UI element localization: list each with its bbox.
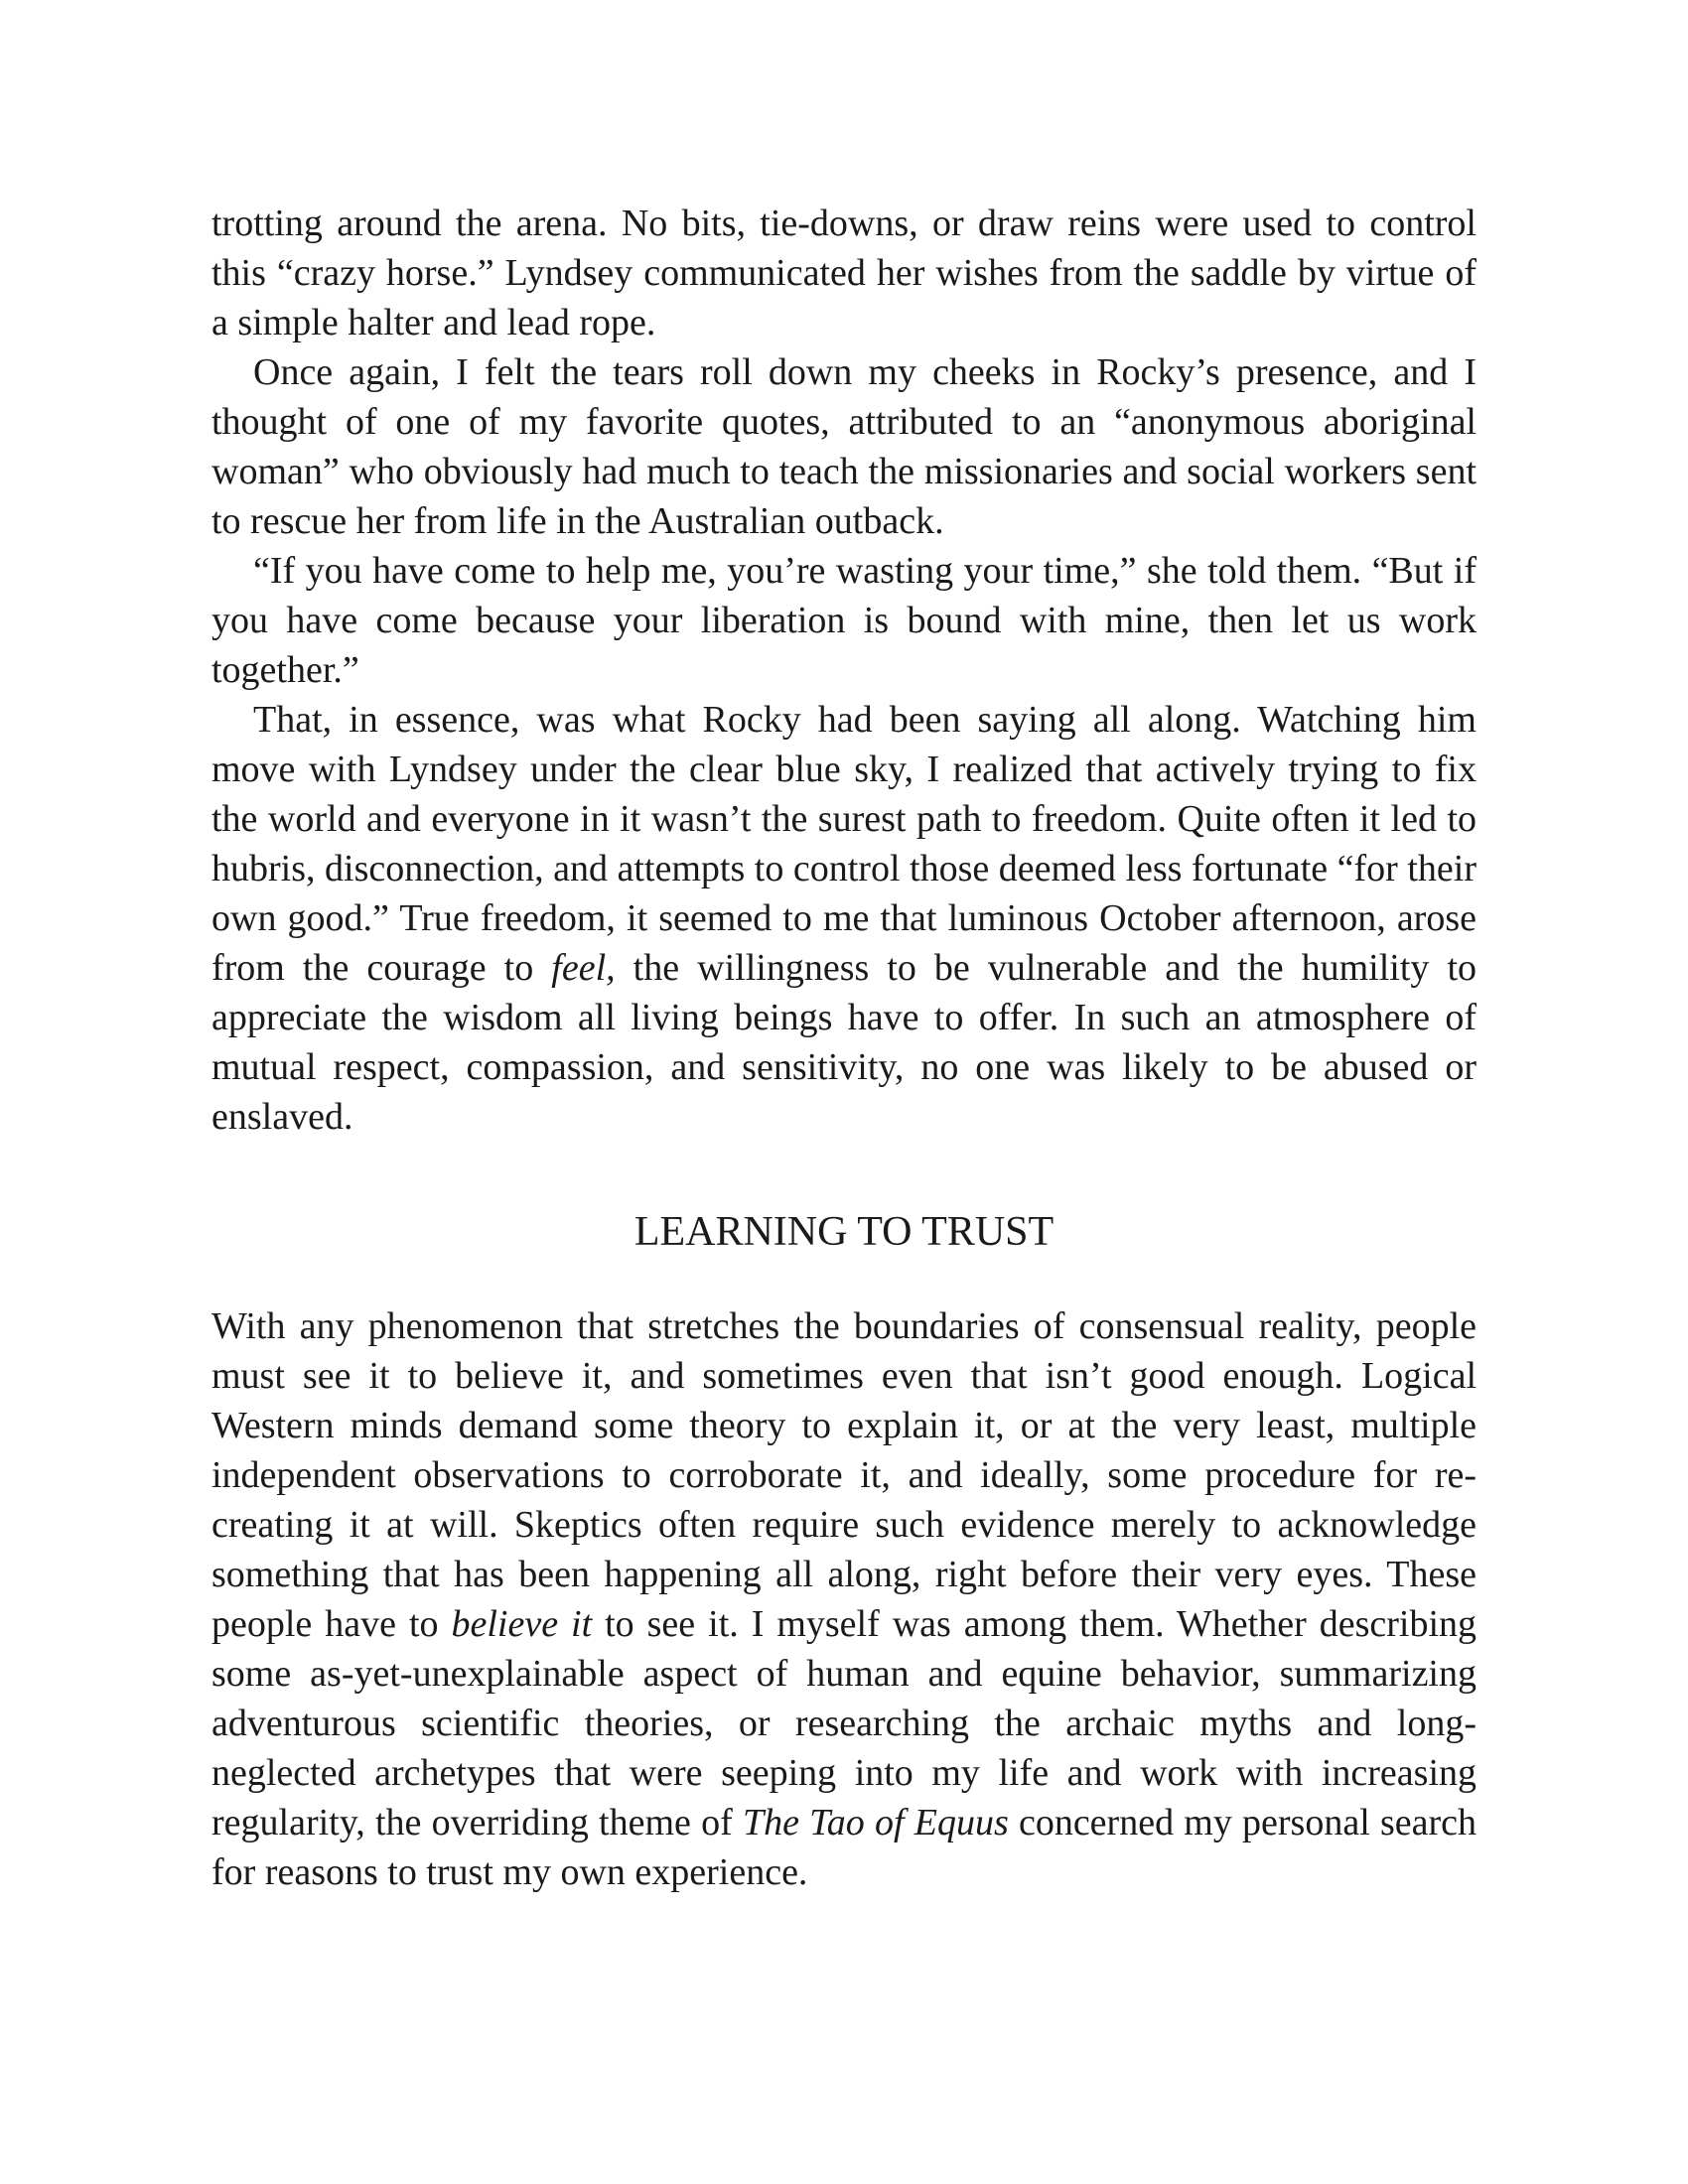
- italic-text: The Tao of Equus: [742, 1802, 1009, 1843]
- text-run: the willingness to be vulnerable and the humility to appreciate the wisdom all living beings have to offer. In such an atmosphere of mutual respect, compassion, and sensitivity, no one was likely to be abused or enslaved.: [211, 947, 1477, 1138]
- paragraph: [211, 546, 1477, 695]
- text-run: With any phenomenon that stretches the boundaries of consensual reality, people must see it to believe it, and sometimes even that isn’t good enough. Logical Western minds demand some theory to explain it, or at the very least, multiple independent observations to corroborate it, and ideally, some procedure for re-creating it at will. Skeptics often require such evidence merely to acknowledge something that has been happening all along, right before their very eyes. These people have to: [211, 1305, 1477, 1645]
- body-text-after-heading: [211, 1301, 1477, 1897]
- text-run: to see it. I myself was among them. Whether describing some as-yet-unexplainable aspect of human and equine behavior, summarizing adventurous scientific theories, or researching the archaic myths and long-neglected archetypes that were seeping into my life and work with increasing regularity, the overriding theme of: [211, 1603, 1477, 1843]
- text-run: Once again, I felt the tears roll down my cheeks in Rocky’s presence, and I thought of one of my favorite quotes, attributed to an “anonymous aboriginal woman” who obviously had much to teach the missionaries and social workers sent to rescue her from life in the Australian outback.: [211, 351, 1477, 542]
- body-text-before-heading: [211, 199, 1477, 1142]
- italic-text: feel,: [551, 947, 616, 989]
- paragraph: [211, 695, 1477, 1142]
- paragraph: [211, 1301, 1477, 1897]
- text-run: “If you have come to help me, you’re wasting your time,” she told them. “But if you have come because your liberation is bound with mine, then let us work together.”: [211, 550, 1477, 691]
- text-run: That, in essence, was what Rocky had been saying all along. Watching him move with Lyndsey under the clear blue sky, I realized that actively trying to fix the world and everyone in it wasn’t the surest path to freedom. Quite often it led to hubris, disconnection, and attempts to control those deemed less fortunate “for their own good.” True freedom, it seemed to me that luminous October afternoon, arose from the courage to: [211, 699, 1477, 989]
- paragraph: [211, 199, 1477, 347]
- paragraph: [211, 347, 1477, 546]
- text-run: trotting around the arena. No bits, tie-downs, or draw reins were used to control this “crazy horse.” Lyndsey communicated her wishes from the saddle by virtue of a simple halter and lead rope.: [211, 203, 1477, 343]
- italic-text: believe it: [451, 1603, 593, 1645]
- text-run: concerned my personal search for reasons to trust my own experience.: [211, 1802, 1477, 1893]
- book-page: [211, 199, 1477, 1897]
- section-heading: LEARNING TO TRUST: [633, 1209, 1055, 1255]
